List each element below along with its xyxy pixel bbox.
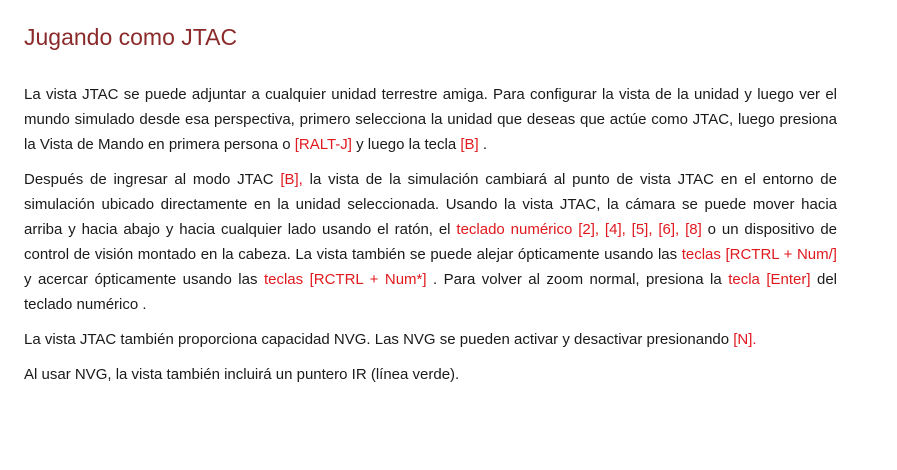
key-ralt-j: [RALT-J] xyxy=(294,136,352,153)
paragraph-jtac-mode xyxy=(24,167,837,317)
text-span: . Para volver al zoom normal, presiona la xyxy=(433,271,729,288)
text-span: . xyxy=(482,136,488,153)
text-span: Después de ingresar al modo JTAC xyxy=(24,171,281,188)
paragraph-jtac-attach xyxy=(24,82,837,157)
key-zoom-in: teclas [RCTRL + Num*] xyxy=(263,271,434,288)
key-numpad: teclado numérico [2], [4], [5], [6], [8] xyxy=(456,221,702,238)
paragraph-nvg xyxy=(24,327,837,352)
document-body xyxy=(24,82,837,387)
key-b: [B], xyxy=(280,171,303,188)
text-span: La vista JTAC se puede adjuntar a cualquier unidad terrestre amiga. Para configurar la vista de la unidad y luego ver el mundo simulado desde esa perspectiva, primero selecciona la unidad que deseas que actúe como JTAC, luego presiona la Vista de Mando en primera persona o xyxy=(24,86,837,153)
text-span: y luego la tecla xyxy=(351,136,461,153)
key-n: [N]. xyxy=(733,331,757,348)
key-zoom-out: teclas [RCTRL + Num/] xyxy=(681,246,837,263)
page-title: Jugando como JTAC xyxy=(24,24,238,50)
text-span: La vista JTAC también proporciona capacidad NVG. Las NVG se pueden activar y desactivar presionando xyxy=(24,331,734,348)
text-span: y acercar ópticamente usando las xyxy=(24,271,264,288)
text-span: Al usar NVG, la vista también incluirá un puntero IR (línea verde). xyxy=(24,366,460,383)
text-span: la vista de la simulación cambiará al punto de vista JTAC en el entorno de simulación ubicado directamente en la unidad seleccionada. Usando la vista JTAC, la cámara se puede mover hacia arriba y hacia abajo y hacia cualquier lado usando el ratón, el xyxy=(24,171,837,238)
paragraph-ir-pointer xyxy=(24,362,837,387)
text-span: o un dispositivo de control de visión montado en la cabeza. La vista también se puede alejar ópticamente usando las xyxy=(24,221,838,263)
text-span: del teclado numérico . xyxy=(24,271,838,313)
key-b: [B] xyxy=(460,136,483,153)
key-enter: tecla [Enter] xyxy=(728,271,811,288)
